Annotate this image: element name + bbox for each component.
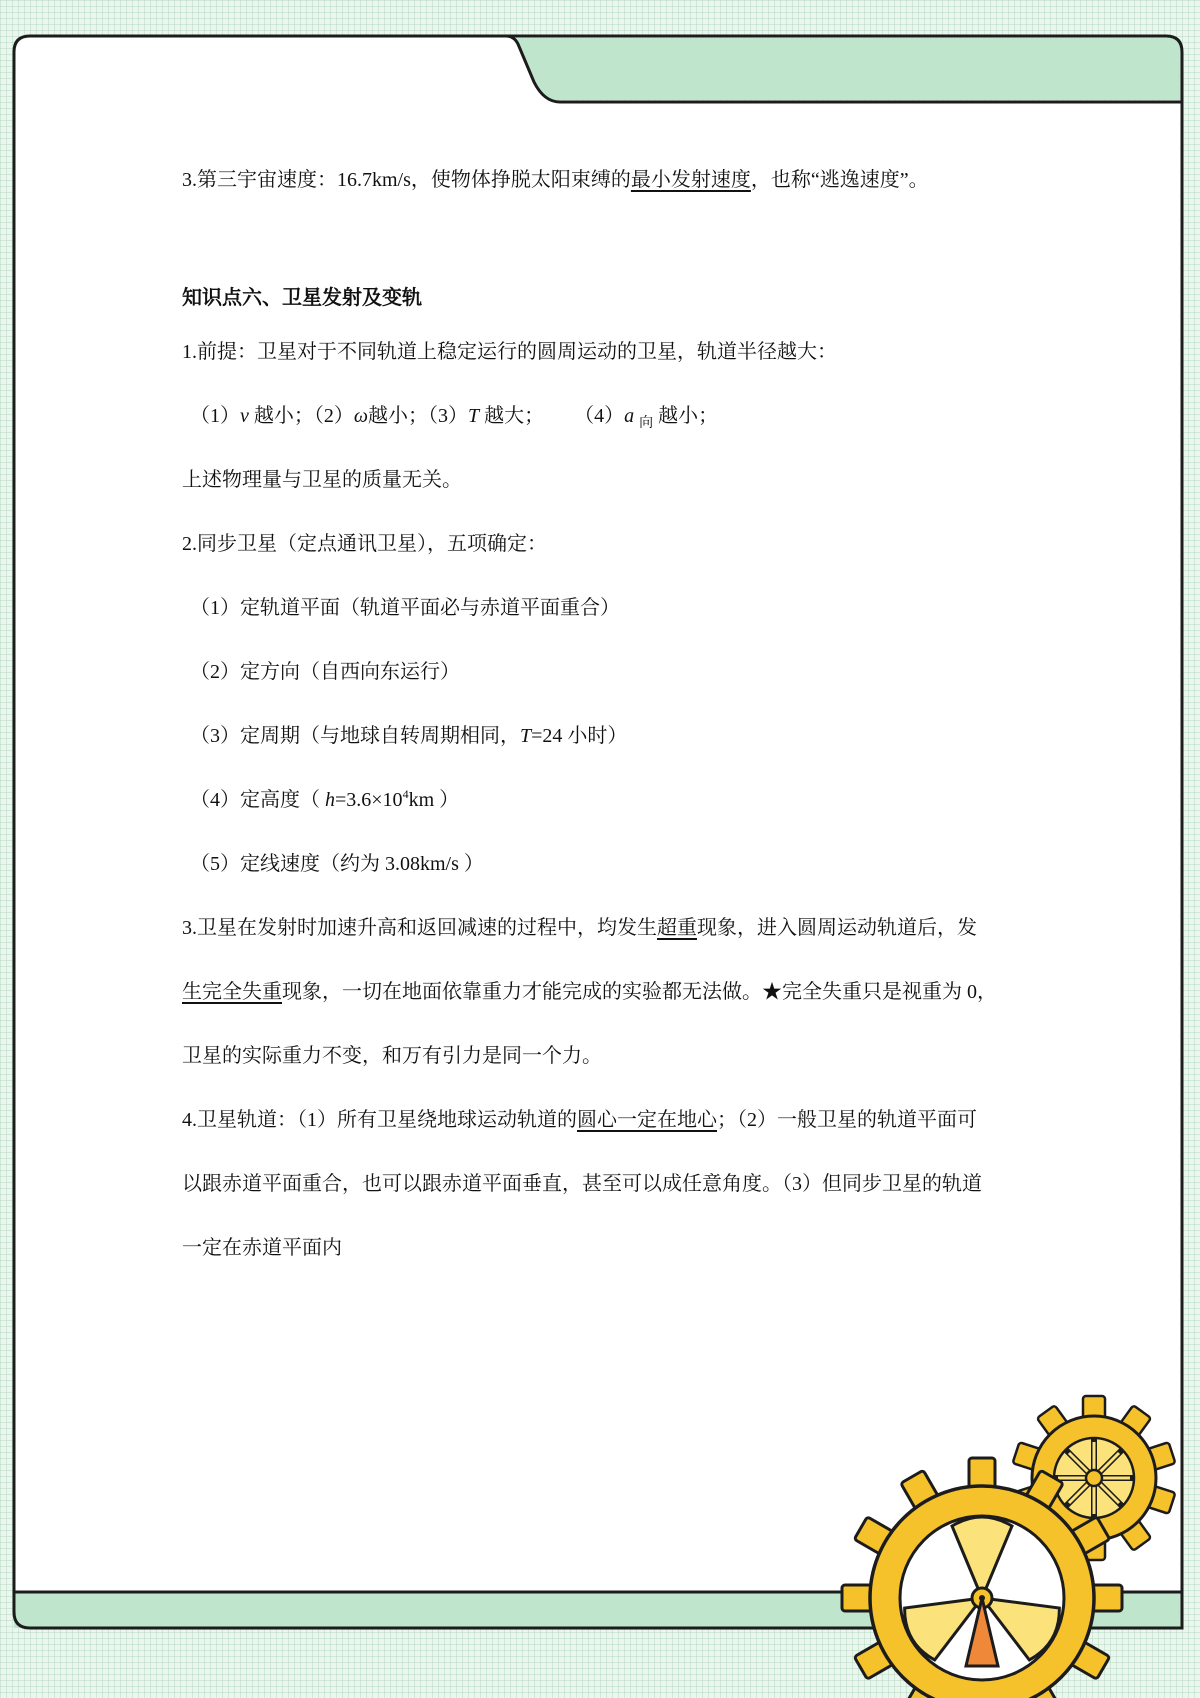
sync-intro: 2.同步卫星（定点通讯卫星），五项确定： bbox=[182, 533, 547, 555]
orbit-line-2: 以跟赤道平面重合，也可以跟赤道平面垂直，甚至可以成任意角度。（3）但同步卫星的轨道 bbox=[182, 1173, 982, 1195]
third-cosmic-speed: 3.第三宇宙速度：16.7km/s，使物体挣脱太阳束缚的最小发射速度，也称“逃逸速度”。 bbox=[182, 169, 929, 191]
sync-item-period: （3）定周期（与地球自转周期相同，T=24 小时） bbox=[190, 725, 628, 747]
orbit-line-1: 4.卫星轨道：（1）所有卫星绕地球运动轨道的圆心一定在地心；（2）一般卫星的轨道平面可 bbox=[182, 1109, 977, 1131]
content-card bbox=[14, 36, 1182, 1592]
underlined-term: 超重 bbox=[657, 917, 697, 939]
trends-line: （1）v 越小；（2）ω越小；（3）T 越大； （4）a $_向$ 越小； bbox=[190, 405, 719, 431]
weight-line-1: 3.卫星在发射时加速升高和返回减速的过程中，均发生超重现象，进入圆周运动轨道后，发 bbox=[182, 917, 977, 939]
mass-note: 上述物理量与卫星的质量无关。 bbox=[182, 469, 462, 491]
underlined-term: 圆心一定在地心 bbox=[577, 1109, 717, 1131]
section-title: 知识点六、卫星发射及变轨 bbox=[182, 287, 422, 309]
sync-item-height: （4）定高度（ $h=3.6\times 10^4km$ ） bbox=[190, 787, 460, 811]
underlined-term: 生完全失重 bbox=[182, 981, 282, 1003]
weight-line-3: 卫星的实际重力不变，和万有引力是同一个力。 bbox=[182, 1045, 602, 1067]
underlined-term: 最小发射速度 bbox=[630, 169, 751, 191]
sync-item: （2）定方向（自西向东运行） bbox=[190, 661, 460, 683]
header-tab bbox=[505, 38, 1182, 100]
weight-line-2: 生完全失重现象，一切在地面依靠重力才能完成的实验都无法做。★完全失重只是视重为 0， bbox=[182, 981, 997, 1003]
orbit-line-3: 一定在赤道平面内 bbox=[182, 1237, 342, 1259]
sync-item: （1）定轨道平面（轨道平面必与赤道平面重合） bbox=[190, 597, 620, 619]
premise-line: 1.前提：卫星对于不同轨道上稳定运行的圆周运动的卫星，轨道半径越大： bbox=[182, 341, 837, 363]
sync-item-speed: （5）定线速度（约为 3.08km/s ） bbox=[190, 853, 484, 875]
